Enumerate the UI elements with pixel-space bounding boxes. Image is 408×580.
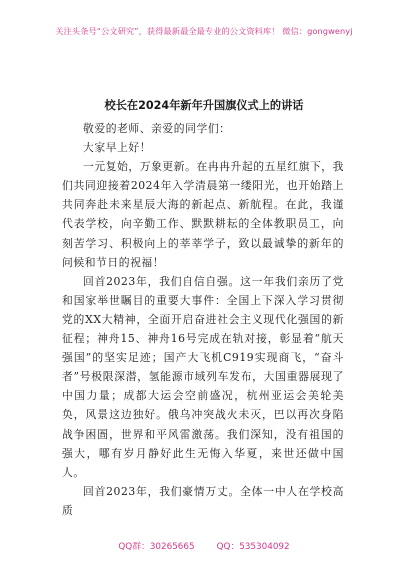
paragraph: 一元复始，万象更新。在冉冉升起的五星红旗下，我们共同迎接着2024年入学清晨第一缕阳光，也开始踏上共同奔赴未来星辰大海的新起点、新航程。在此，我谨代表学校，向辛勤工作、默默耕耘的全体教职员工，向刻苦学习、积极向上的莘莘学子，致以最诚挚的新年的问候和节日的祝福！ (62, 160, 344, 269)
salutation: 敬爱的老师、亲爱的同学们： (83, 122, 231, 135)
footer-qq-group: QQ群：30265665 (118, 542, 195, 552)
greeting: 大家早上好！ (83, 141, 152, 155)
document-body (62, 119, 344, 520)
paragraph: 回首2023年，我们豪情万丈。全体一中人在学校高质 (62, 484, 344, 517)
footer-qq: QQ：535304092 (216, 542, 290, 552)
document-title: 校长在2024年新年升国旗仪式上的讲话 (104, 99, 304, 112)
paragraph: 回首2023年，我们自信自强。这一年我们亲历了党和国家举世瞩目的重要大事件：全国上下深入学习贯彻党的XX大精神，全面开启奋进社会主义现代化强国的新征程；神舟15、神舟16号完成在轨对接，彰显着“航天强国”的坚实足迹；国产大飞机C919实现商飞，“奋斗者”号极限深潜，氢能源市域列车发布，大国重器展现了中国力量；成都大运会空前盛况，杭州亚运会美轮美奂，风景这边独好。俄乌冲突战火未灭，巴以再次身陷战争困圄，世界和平风雷激荡。我们深知，没有祖国的强大，哪有岁月静好此生无悔入华夏，来世还做中国人。 (62, 274, 344, 479)
footer-contact (0, 539, 408, 552)
top-notice: 关注头条号“公文研究”，获得最新最全最专业的公文资料库！ 微信：gongwenyj (55, 26, 353, 36)
